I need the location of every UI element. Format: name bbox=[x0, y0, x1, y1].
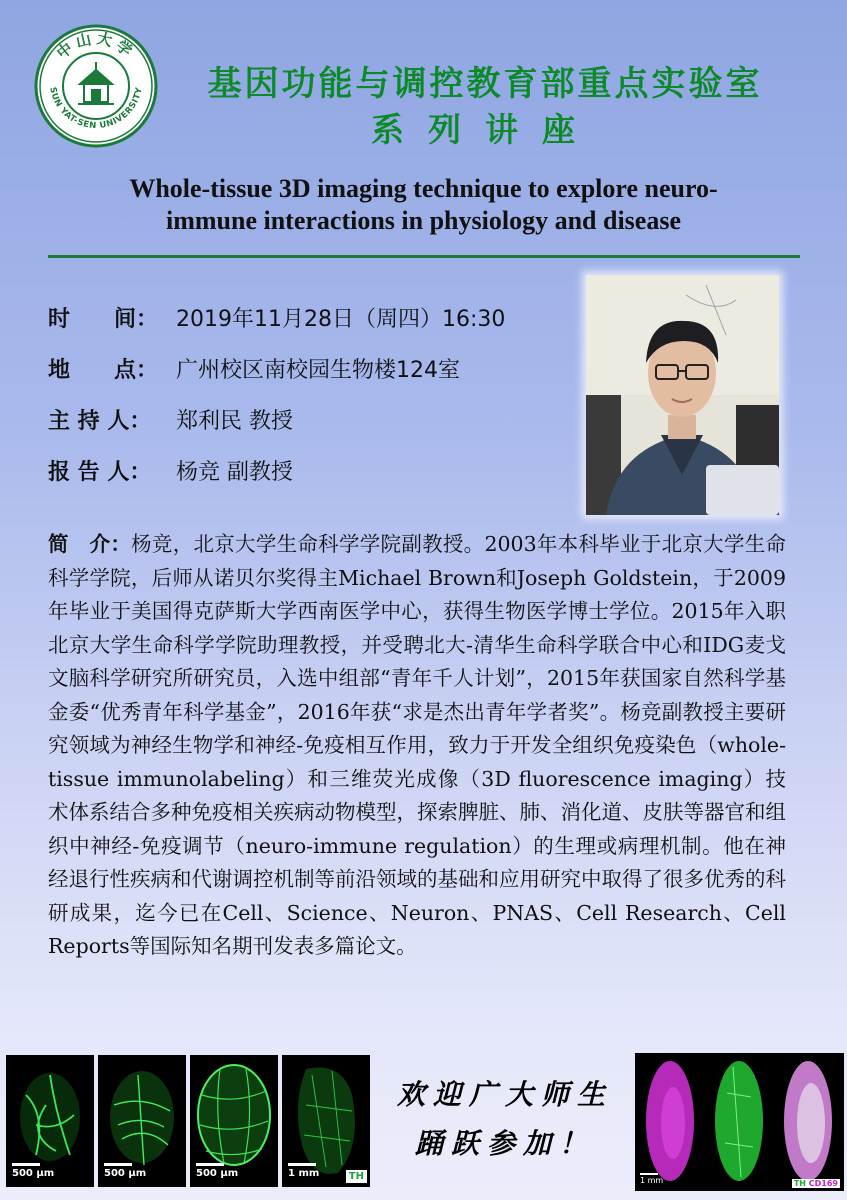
info-row-time bbox=[48, 302, 505, 336]
speaker-bio bbox=[48, 528, 786, 964]
th-stain-label: TH bbox=[346, 1170, 367, 1183]
cd169-legend: CD169 bbox=[808, 1179, 838, 1188]
scale-bar-1: 500 µm bbox=[12, 1163, 54, 1179]
spleen-stain-images bbox=[635, 1053, 844, 1191]
university-logo bbox=[34, 24, 158, 148]
microscopy-image-4 bbox=[282, 1055, 370, 1187]
time-label: 时 间： bbox=[48, 306, 159, 332]
welcome-line-1: 欢迎广大师生 bbox=[396, 1078, 613, 1111]
info-row-host bbox=[48, 404, 293, 438]
location-value: 广州校区南校园生物楼124室 bbox=[176, 358, 460, 383]
host-value: 郑利民 教授 bbox=[176, 409, 293, 434]
talk-title-line-1: Whole-tissue 3D imaging technique to explore neuro- bbox=[129, 174, 718, 203]
scale-bar-3: 500 µm bbox=[196, 1163, 238, 1179]
welcome-line-2: 踊跃参加！ bbox=[414, 1127, 595, 1160]
spleen-stain-legend bbox=[792, 1179, 840, 1188]
lecture-series-heading: 系列讲座 bbox=[371, 110, 599, 149]
logo-english: SUN YAT-SEN UNIVERSITY bbox=[47, 86, 145, 132]
info-row-location bbox=[48, 353, 460, 387]
bio-text: 杨竞，北京大学生命科学学院副教授。2003年本科毕业于北京大学生命科学学院，后师从诺贝尔奖得主Michael Brown和Joseph Goldstein，于2009年毕业于美国得克萨斯大学西南医学中心，获得生物医学博士学位。2015年入职北京大学生命科学学院助理教授，并受聘北大-清华生命科学联合中心和IDG麦戈文脑科学研究所研究员，入选中组部“青年千人计划”，2015年获国家自然科学基金委“优秀青年科学基金”，2016年获“求是杰出青年学者奖”。杨竞副教授主要研究领域为神经生物学和神经-免疫相互作用，致力于开发全组织免疫染色（whole-tissue immunolabeling）和三维荧光成像（3D fluorescence imaging）技术体系结合多种免疫相关疾病动物模型，探索脾脏、肺、消化道、皮肤等器官和组织中神经-免疫调节（neuro-immune regulation）的生理或病理机制。他在神经退行性疾病和代谢调控机制等前沿领域的基础和应用研究中取得了很多优秀的科研成果，迄今已在Cell、Science、Neuron、PNAS、Cell Research、Cell Reports等国际知名期刊发表多篇论文。 bbox=[48, 532, 787, 958]
microscopy-image-2 bbox=[98, 1055, 186, 1187]
scale-bar-2: 500 µm bbox=[104, 1163, 146, 1179]
bio-label: 简 介： bbox=[48, 532, 132, 556]
microscopy-image-1 bbox=[6, 1055, 94, 1187]
divider-rule bbox=[48, 255, 800, 258]
spleen-scale-bar: 1 mm bbox=[640, 1173, 663, 1185]
talk-title-line-2: immune interactions in physiology and disease bbox=[165, 206, 681, 235]
th-legend: TH bbox=[793, 1179, 806, 1188]
speaker-label: 报 告 人： bbox=[48, 459, 152, 485]
microscopy-image-3 bbox=[190, 1055, 278, 1187]
info-row-speaker bbox=[48, 455, 293, 489]
location-label: 地 点： bbox=[48, 357, 159, 383]
logo-chinese: 中山大学 bbox=[53, 29, 139, 63]
lab-name-heading: 基因功能与调控教育部重点实验室 bbox=[207, 64, 763, 104]
speaker-portrait bbox=[586, 275, 779, 515]
speaker-value: 杨竞 副教授 bbox=[176, 460, 293, 485]
host-label: 主 持 人： bbox=[48, 408, 152, 434]
time-value: 2019年11月28日（周四）16:30 bbox=[176, 307, 506, 332]
scale-bar-4: 1 mm bbox=[288, 1163, 319, 1179]
